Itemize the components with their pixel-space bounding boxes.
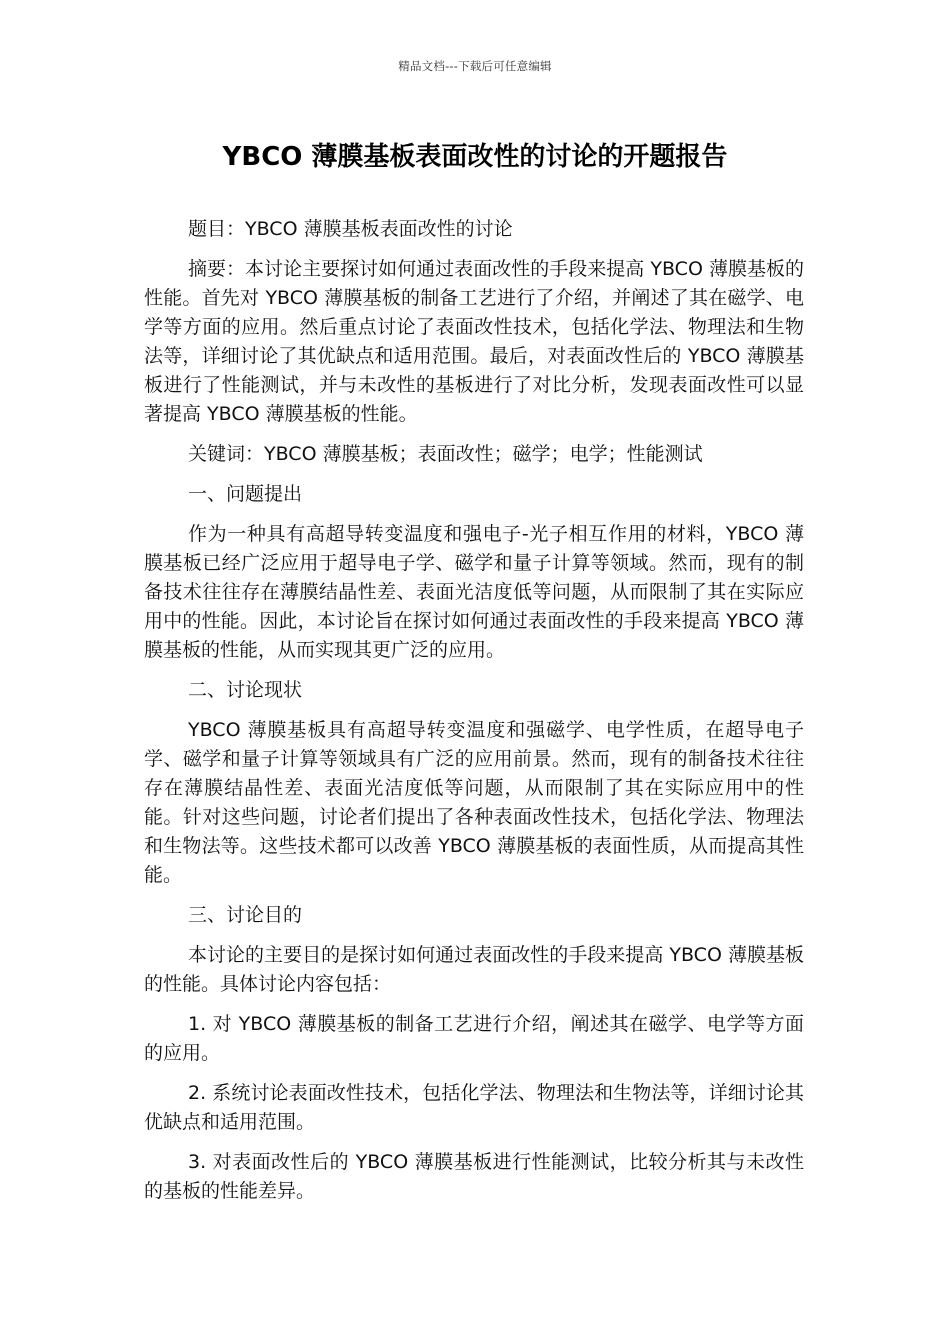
section-heading-problem: 一、问题提出 xyxy=(188,483,303,505)
problem-paragraph: 作为一种具有高超导转变温度和强电子-光子相互作用的材料，YBCO 薄膜基板已经广泛应用于超导电子学、磁学和量子计算等领域。然而，现有的制备技术往往存在薄膜结晶性差、表面光洁度低等问题，从而限制了其在实际应用中的性能。因此，本讨论旨在探讨如何通过表面改性的手段来提高 YBCO 薄膜基板的性能，从而实现其更广泛的应用。 xyxy=(144,523,804,661)
page-title: YBCO 薄膜基板表面改性的讨论的开题报告 xyxy=(222,142,728,172)
document-body xyxy=(144,215,804,1217)
list-item: 1. 对 YBCO 薄膜基板的制备工艺进行介绍，阐述其在磁学、电学等方面的应用。 xyxy=(144,1013,804,1064)
keywords-line: 关键词：YBCO 薄膜基板；表面改性；磁学；电学；性能测试 xyxy=(188,443,703,465)
status-paragraph: YBCO 薄膜基板具有高超导转变温度和强磁学、电学性质，在超导电子学、磁学和量子计算等领域具有广泛的应用前景。然而，现有的制备技术往往存在薄膜结晶性差、表面光洁度低等问题，从而限制了其在实际应用中的性能。针对这些问题，讨论者们提出了各种表面改性技术，包括化学法、物理法和生物法等。这些技术都可以改善 YBCO 薄膜基板的表面性质，从而提高其性能。 xyxy=(144,719,804,886)
abstract-paragraph: 摘要：本讨论主要探讨如何通过表面改性的手段来提高 YBCO 薄膜基板的性能。首先对 YBCO 薄膜基板的制备工艺进行了介绍，并阐述了其在磁学、电学等方面的应用。然后重点讨论了表面改性技术，包括化学法、物理法和生物法等，详细讨论了其优缺点和适用范围。最后，对表面改性后的 YBCO 薄膜基板进行了性能测试，并与未改性的基板进行了对比分析，发现表面改性可以显著提高 YBCO 薄膜基板的性能。 xyxy=(144,258,804,425)
section-heading-status: 二、讨论现状 xyxy=(188,679,303,701)
list-item: 3. 对表面改性后的 YBCO 薄膜基板进行性能测试，比较分析其与未改性的基板的性能差异。 xyxy=(144,1151,804,1202)
header-note: 精品文档---下载后可任意编辑 xyxy=(398,59,552,73)
purpose-paragraph: 本讨论的主要目的是探讨如何通过表面改性的手段来提高 YBCO 薄膜基板的性能。具体讨论内容包括： xyxy=(144,944,804,995)
topic-line: 题目：YBCO 薄膜基板表面改性的讨论 xyxy=(188,218,513,240)
list-item: 2. 系统讨论表面改性技术，包括化学法、物理法和生物法等，详细讨论其优缺点和适用范围。 xyxy=(144,1082,804,1133)
section-heading-purpose: 三、讨论目的 xyxy=(188,904,303,926)
